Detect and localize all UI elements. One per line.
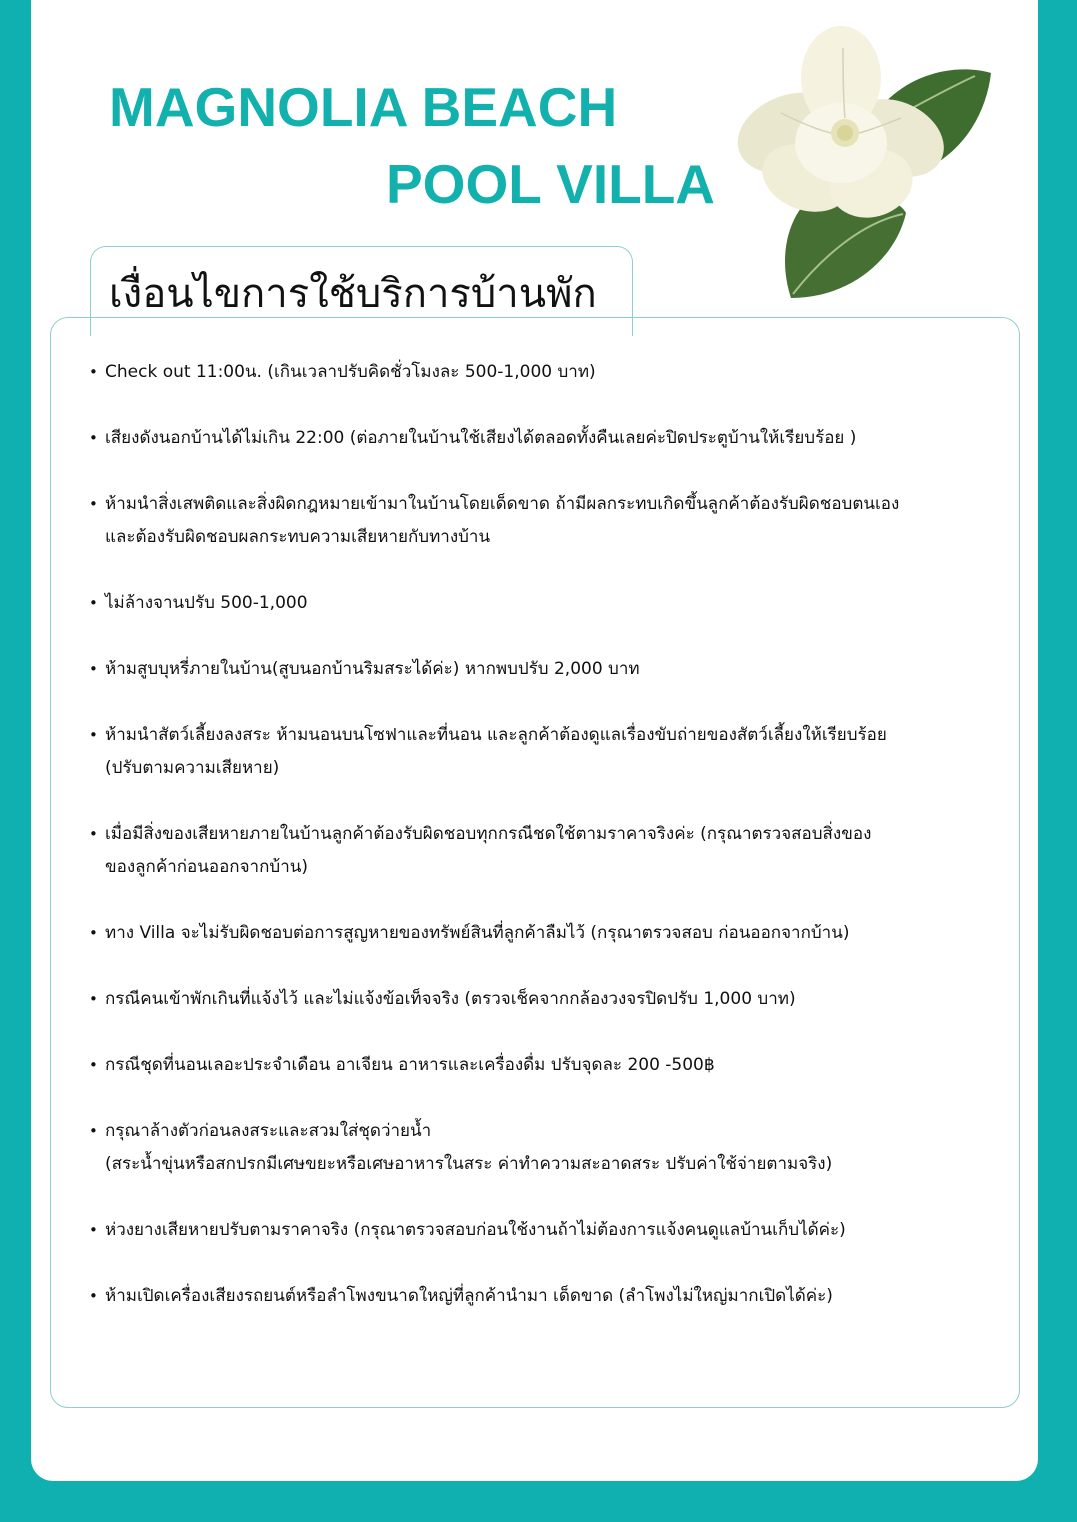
- rule-item: • ห่วงยางเสียหายปรับตามราคาจริง (กรุณาตรวจสอบก่อนใช้งานถ้าไม่ต้องการแจ้งคนดูแลบ้านเก็บได้ค่ะ): [89, 1214, 989, 1247]
- title-line-2: POOL VILLA: [386, 153, 716, 215]
- rule-item: • ห้ามนำสัตว์เลี้ยงลงสระ ห้ามนอนบนโซฟาและที่นอน และลูกค้าต้องดูแลเรื่องขับถ่ายของสัตว์เลี้ยงให้เรียบร้อย (ปรับตามความเสียหาย): [89, 719, 989, 785]
- rule-item: • ห้ามนำสิ่งเสพติดและสิ่งผิดกฎหมายเข้ามาในบ้านโดยเด็ดขาด ถ้ามีผลกระทบเกิดขึ้นลูกค้าต้องรับผิดชอบตนเอง และต้องรับผิดชอบผลกระทบความเสียหายกับทางบ้าน: [89, 488, 989, 554]
- magnolia-flower-icon: [721, 18, 991, 303]
- rule-item: • กรณีคนเข้าพักเกินที่แจ้งไว้ และไม่แจ้งข้อเท็จจริง (ตรวจเช็คจากกล้องวงจรปิดปรับ 1,000 บาท): [89, 983, 989, 1016]
- rule-item: • ไม่ล้างจานปรับ 500-1,000: [89, 587, 989, 620]
- page-heading: เงื่อนไขการใช้บริการบ้านพัก: [109, 271, 597, 317]
- rule-item: • เสียงดังนอกบ้านได้ไม่เกิน 22:00 (ต่อภายในบ้านใช้เสียงได้ตลอดทั้งคืนเลยค่ะปิดประตูบ้านให้เรียบร้อย ): [89, 422, 989, 455]
- rules-list: [89, 356, 989, 1346]
- rule-item: • กรณีชุดที่นอนเลอะประจำเดือน อาเจียน อาหารและเครื่องดื่ม ปรับจุดละ 200 -500฿: [89, 1049, 989, 1082]
- rule-item: • Check out 11:00น. (เกินเวลาปรับคิดชั่วโมงละ 500-1,000 บาท): [89, 356, 989, 389]
- title-line-1: MAGNOLIA BEACH: [109, 76, 618, 138]
- rule-item: • ทาง Villa จะไม่รับผิดชอบต่อการสูญหายของทรัพย์สินที่ลูกค้าลืมไว้ (กรุณาตรวจสอบ ก่อนออกจากบ้าน): [89, 917, 989, 950]
- rule-item: • ห้ามเปิดเครื่องเสียงรถยนต์หรือลำโพงขนาดใหญ่ที่ลูกค้านำมา เด็ดขาด (ลำโพงไม่ใหญ่มากเปิดได้ค่ะ): [89, 1280, 989, 1313]
- rules-panel: [50, 317, 1020, 1408]
- rule-item: • เมื่อมีสิ่งของเสียหายภายในบ้านลูกค้าต้องรับผิดชอบทุกกรณีชดใช้ตามราคาจริงค่ะ (กรุณาตรวจสอบสิ่งของ ของลูกค้าก่อนออกจากบ้าน): [89, 818, 989, 884]
- poster-card: [31, 0, 1038, 1481]
- rule-item: • กรุณาล้างตัวก่อนลงสระและสวมใส่ชุดว่ายน้ำ (สระน้ำขุ่นหรือสกปรกมีเศษขยะหรือเศษอาหารในสระ ค่าทำความสะอาดสระ ปรับค่าใช้จ่ายตามจริง): [89, 1115, 989, 1181]
- rule-item: • ห้ามสูบบุหรี่ภายในบ้าน(สูบนอกบ้านริมสระได้ค่ะ) หากพบปรับ 2,000 บาท: [89, 653, 989, 686]
